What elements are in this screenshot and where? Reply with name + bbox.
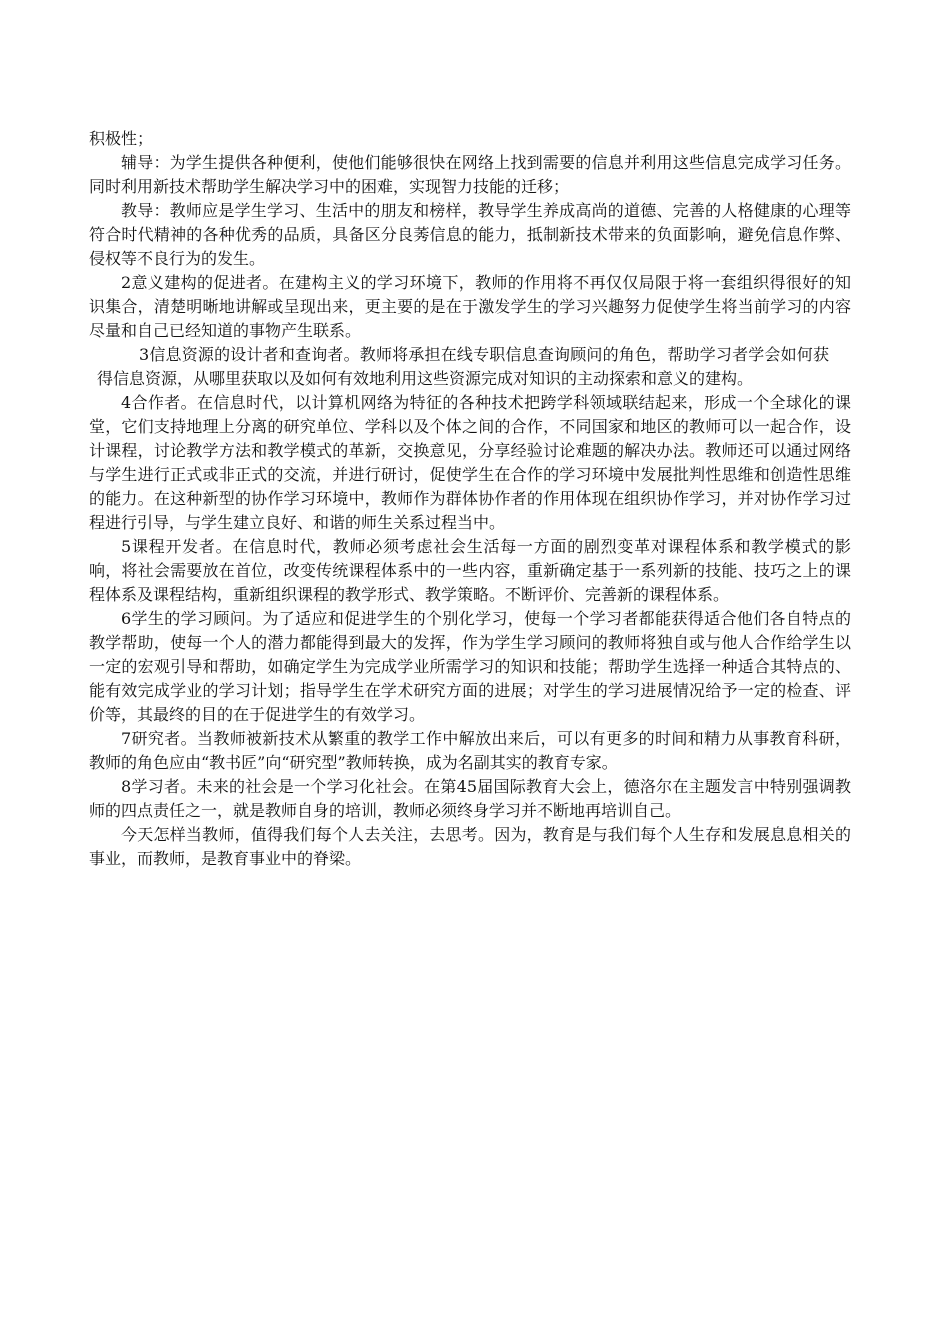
inset-paragraph-block — [89, 343, 829, 391]
paragraph-continuation: 积极性； — [89, 129, 154, 148]
paragraph-tutoring: 辅导：为学生提供各种便利，使他们能够很快在网络上找到需要的信息并利用这些信息完成学习任务。同时利用新技术帮助学生解决学习中的困难，实现智力技能的迁移； — [89, 153, 851, 196]
paragraph-collaborator: 4合作者。在信息时代，以计算机网络为特征的各种技术把跨学科领域联结起来，形成一个全球化的课堂，它们支持地理上分离的研究单位、学科以及个体之间的合作，不同国家和地区的教师可以一起合作，设计课程，讨论教学方法和教学模式的革新，交换意见，分享经验讨论难题的解决办法。教师还可以通过网络与学生进行正式或非正式的交流，并进行研讨，促使学生在合作的学习环境中发展批判性思维和创造性思维的能力。在这种新型的协作学习环境中，教师作为群体协作者的作用体现在组织协作学习，并对协作学习过程进行引导，与学生建立良好、和谐的师生关系过程当中。 — [89, 393, 851, 532]
paragraph-information-resources: 3信息资源的设计者和查询者。教师将承担在线专职信息查询顾问的角色，帮助学习者学会如何获得信息资源，从哪里获取以及如何有效地利用这些资源完成对知识的主动探索和意义的建构。 — [97, 345, 829, 388]
paragraph-conclusion: 今天怎样当教师，值得我们每个人去关注，去思考。因为，教育是与我们每个人生存和发展息息相关的事业，而教师，是教育事业中的脊梁。 — [89, 825, 851, 868]
paragraph-curriculum-developer: 5课程开发者。在信息时代，教师必须考虑社会生活每一方面的剧烈变革对课程体系和教学模式的影响，将社会需要放在首位，改变传统课程体系中的一些内容，重新确定基于一系列新的技能、技巧之上的课程体系及课程结构，重新组织课程的教学形式、教学策略。不断评价、完善新的课程体系。 — [89, 537, 851, 604]
paragraph-researcher: 7研究者。当教师被新技术从繁重的教学工作中解放出来后，可以有更多的时间和精力从事教育科研，教师的角色应由“教书匠”向“研究型”教师转换，成为名副其实的教育专家。 — [89, 729, 851, 772]
document-body — [89, 127, 851, 871]
paragraph-learner: 8学习者。未来的社会是一个学习化社会。在第45届国际教育大会上，德洛尔在主题发言中特别强调教师的四点责任之一，就是教师自身的培训，教师必须终身学习并不断地再培训自己。 — [89, 777, 851, 820]
paragraph-learning-advisor: 6学生的学习顾问。为了适应和促进学生的个别化学习，使每一个学习者都能获得适合他们各自特点的教学帮助，使每一个人的潜力都能得到最大的发挥，作为学生学习顾问的教师将独自或与他人合作给学生以一定的宏观引导和帮助，如确定学生为完成学业所需学习的知识和技能；帮助学生选择一种适合其特点的、能有效完成学业的学习计划；指导学生在学术研究方面的进展；对学生的学习进展情况给予一定的检查、评价等，其最终的目的在于促进学生的有效学习。 — [89, 609, 851, 724]
paragraph-meaning-construction: 2意义建构的促进者。在建构主义的学习环境下，教师的作用将不再仅仅局限于将一套组织得很好的知识集合，清楚明晰地讲解或呈现出来，更主要的是在于激发学生的学习兴趣努力促使学生将当前学习的内容尽量和自己已经知道的事物产生联系。 — [89, 273, 851, 340]
paragraph-teaching: 教导：教师应是学生学习、生活中的朋友和榜样，教导学生养成高尚的道德、完善的人格健康的心理等符合时代精神的各种优秀的品质，具备区分良莠信息的能力，抵制新技术带来的负面影响，避免信息作弊、侵权等不良行为的发生。 — [89, 201, 851, 268]
